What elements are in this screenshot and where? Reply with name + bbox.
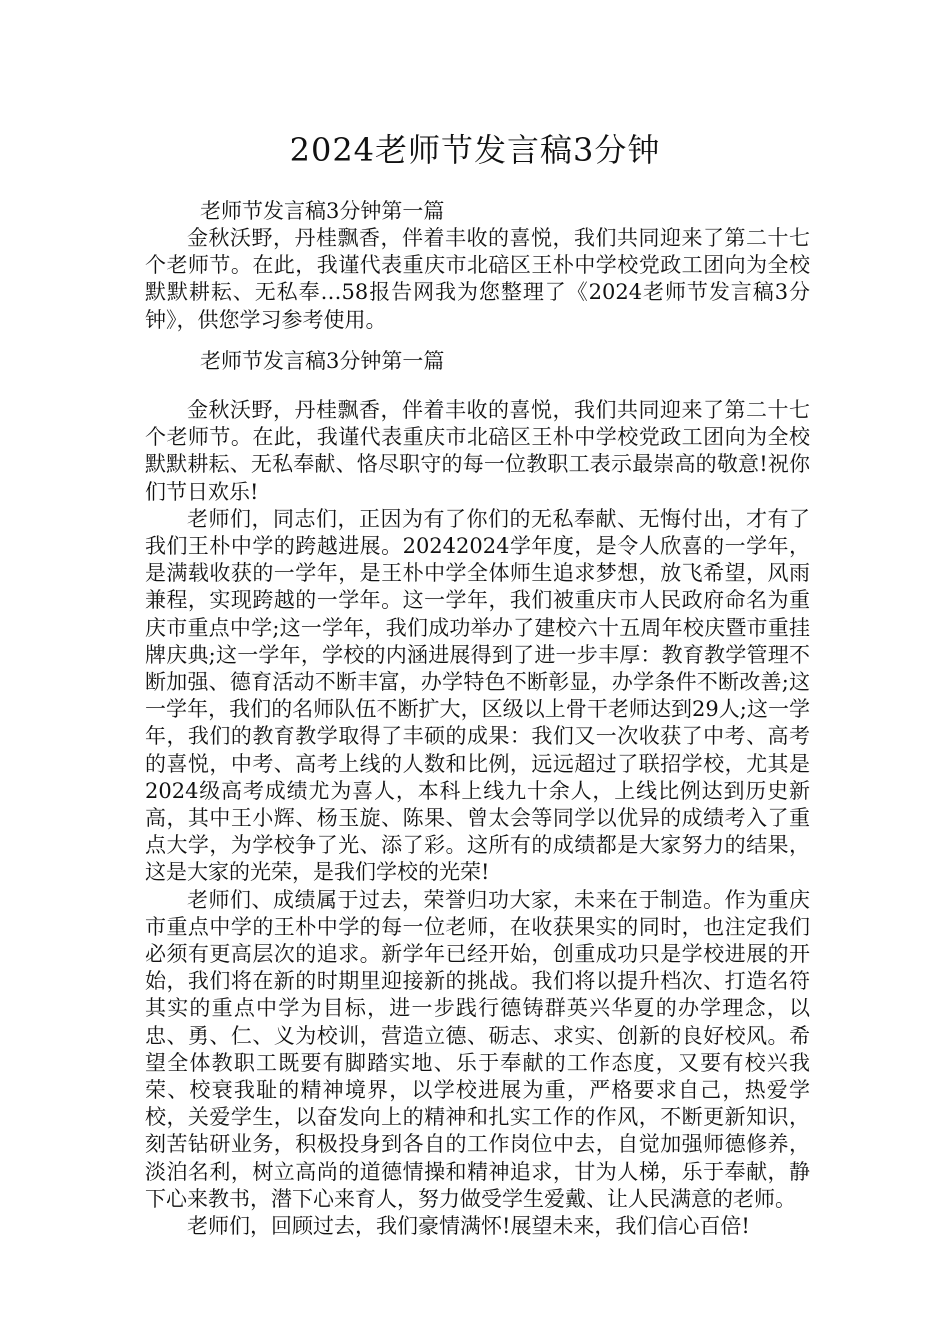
section-heading: 老师节发言稿3分钟第一篇 — [200, 349, 445, 373]
intro-heading: 老师节发言稿3分钟第一篇 — [200, 199, 445, 223]
body-paragraph: 老师们、成绩属于过去，荣誉归功大家，未来在于制造。作为重庆市重点中学的王朴中学的每一位老师，在收获果实的同时，也注定我们必须有更高层次的追求。新学年已经开始，创重成功只是学校进展的开始，我们将在新的时期里迎接新的挑战。我们将以提升档次、打造名符其实的重点中学为目标，进一步践行德铸群英兴华夏的办学理念，以忠、勇、仁、义为校训，营造立德、砺志、求实、创新的良好校风。希望全体教职工既要有脚踏实地、乐于奉献的工作态度，又要有校兴我荣、校衰我耻的精神境界，以学校进展为重，严格要求自己，热爱学校，关爱学生，以奋发向上的精神和扎实工作的作风，不断更新知识，刻苦钻研业务，积极投身到各自的工作岗位中去，自觉加强师德修养，淡泊名利，树立高尚的道德情操和精神追求，甘为人梯，乐于奉献，静下心来教书，潜下心来育人，努力做受学生爱戴、让人民满意的老师。 — [145, 887, 810, 1211]
body-paragraph: 金秋沃野，丹桂飘香，伴着丰收的喜悦，我们共同迎来了第二十七个老师节。在此，我谨代表重庆市北碚区王朴中学校党政工团向为全校默默耕耘、无私奉献、恪尽职守的每一位教职工表示最崇高的敬意!祝你们节日欢乐! — [145, 398, 810, 504]
body-paragraphs — [145, 397, 810, 1240]
body-paragraph: 老师们，回顾过去，我们豪情满怀!展望未来，我们信心百倍! — [187, 1214, 750, 1239]
body-paragraph: 老师们，同志们，正因为有了你们的无私奉献、无悔付出，才有了我们王朴中学的跨越进展。20242024学年度，是令人欣喜的一学年，是满载收获的一学年，是王朴中学全体师生追求梦想，放飞希望，风雨兼程，实现跨越的一学年。这一学年，我们被重庆市人民政府命名为重庆市重点中学;这一学年，我们成功举办了建校六十五周年校庆暨市重挂牌庆典;这一学年，学校的内涵进展得到了进一步丰厚：教育教学管理不断加强、德育活动不断丰富，办学特色不断彰显，办学条件不断改善;这一学年，我们的名师队伍不断扩大，区级以上骨干老师达到29人;这一学年，我们的教育教学取得了丰硕的成果：我们又一次收获了中考、高考的喜悦，中考、高考上线的人数和比例，远远超过了联招学校，尤其是2024级高考成绩尤为喜人，本科上线九十余人，上线比例达到历史新高，其中王小辉、杨玉旋、陈果、曾太会等同学以优异的成绩考入了重点大学，为学校争了光、添了彩。这所有的成绩都是大家努力的结果，这是大家的光荣，是我们学校的光荣! — [145, 506, 810, 885]
page-title: 2024老师节发言稿3分钟 — [289, 131, 661, 169]
intro-paragraph: 金秋沃野，丹桂飘香，伴着丰收的喜悦，我们共同迎来了第二十七个老师节。在此，我谨代表重庆市北碚区王朴中学校党政工团向为全校默默耕耘、无私奉…58报告网我为您整理了《2024老师节发言稿3分钟》，供您学习参考使用。 — [145, 226, 810, 332]
